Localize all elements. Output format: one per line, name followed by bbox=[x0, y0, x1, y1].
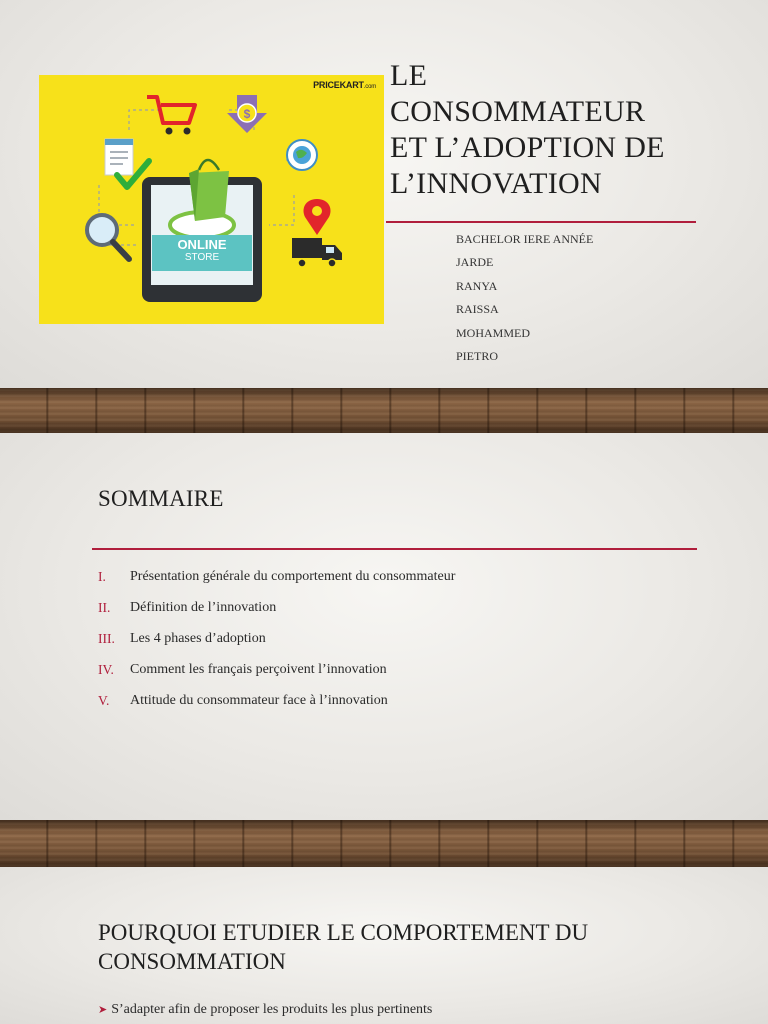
shopping-bag-icon bbox=[189, 160, 229, 221]
author-item: PIETRO bbox=[456, 348, 498, 363]
item-number: IV. bbox=[98, 662, 114, 677]
svg-text:$: $ bbox=[243, 107, 251, 121]
item-number: II. bbox=[98, 600, 111, 615]
search-icon bbox=[87, 215, 129, 259]
location-pin-icon bbox=[304, 199, 331, 235]
author-item: JARDE bbox=[456, 255, 494, 270]
title-line-4: L’INNOVATION bbox=[390, 167, 602, 200]
title-line-3: ET L’ADOPTION DE bbox=[390, 131, 665, 164]
bullet-text: S’adapter afin de proposer les produits les plus pertinents bbox=[111, 1002, 433, 1017]
globe-icon bbox=[287, 140, 317, 170]
author-item: RANYA bbox=[456, 278, 498, 293]
title-line-1: LE bbox=[390, 59, 428, 92]
sommaire-divider bbox=[92, 548, 697, 550]
checklist-icon bbox=[105, 139, 149, 187]
dollar-download-icon bbox=[227, 95, 267, 133]
title-line-2: CONSOMMATEUR bbox=[390, 95, 646, 128]
slide3-title bbox=[98, 918, 718, 976]
shopping-cart-icon bbox=[147, 97, 195, 135]
store-label-line2: STORE bbox=[184, 252, 220, 263]
store-label-line1: ONLINE bbox=[177, 237, 227, 252]
store-label bbox=[152, 238, 252, 264]
item-number: I. bbox=[98, 569, 106, 584]
slide3-title-line-2: CONSOMMATION bbox=[98, 949, 286, 974]
brand-suffix: .com bbox=[363, 84, 376, 90]
item-text: Attitude du consommateur face à l’innovation bbox=[130, 693, 388, 708]
online-store-illustration bbox=[39, 75, 384, 324]
item-text: Présentation générale du comportement du consommateur bbox=[130, 569, 456, 584]
slide3-title-line-1: POURQUOI ETUDIER LE COMPORTEMENT DU bbox=[98, 920, 589, 945]
presentation-title bbox=[390, 58, 750, 202]
delivery-truck-icon bbox=[292, 238, 342, 267]
illustration-graphic bbox=[39, 75, 384, 324]
item-number: III. bbox=[98, 631, 115, 646]
wood-floor-band bbox=[0, 388, 768, 433]
authors-list bbox=[456, 231, 593, 371]
item-text: Les 4 phases d’adoption bbox=[130, 631, 266, 646]
brand-name: PRICEKART bbox=[313, 80, 364, 90]
title-divider bbox=[386, 221, 696, 223]
item-text: Définition de l’innovation bbox=[130, 600, 277, 615]
author-item: BACHELOR IERE ANNÉE bbox=[456, 232, 594, 246]
brand-logo bbox=[313, 80, 376, 90]
author-item: MOHAMMED bbox=[456, 325, 531, 340]
slide-1 bbox=[0, 0, 768, 388]
item-text: Comment les français perçoivent l’innovation bbox=[130, 662, 387, 677]
wood-floor-band bbox=[0, 820, 768, 867]
item-number: V. bbox=[98, 693, 110, 708]
slide3-bullet bbox=[98, 1002, 432, 1018]
sommaire-title: SOMMAIRE bbox=[98, 486, 224, 511]
arrow-bullet-icon: ➤ bbox=[98, 1004, 108, 1016]
author-item: RAISSA bbox=[456, 302, 499, 317]
